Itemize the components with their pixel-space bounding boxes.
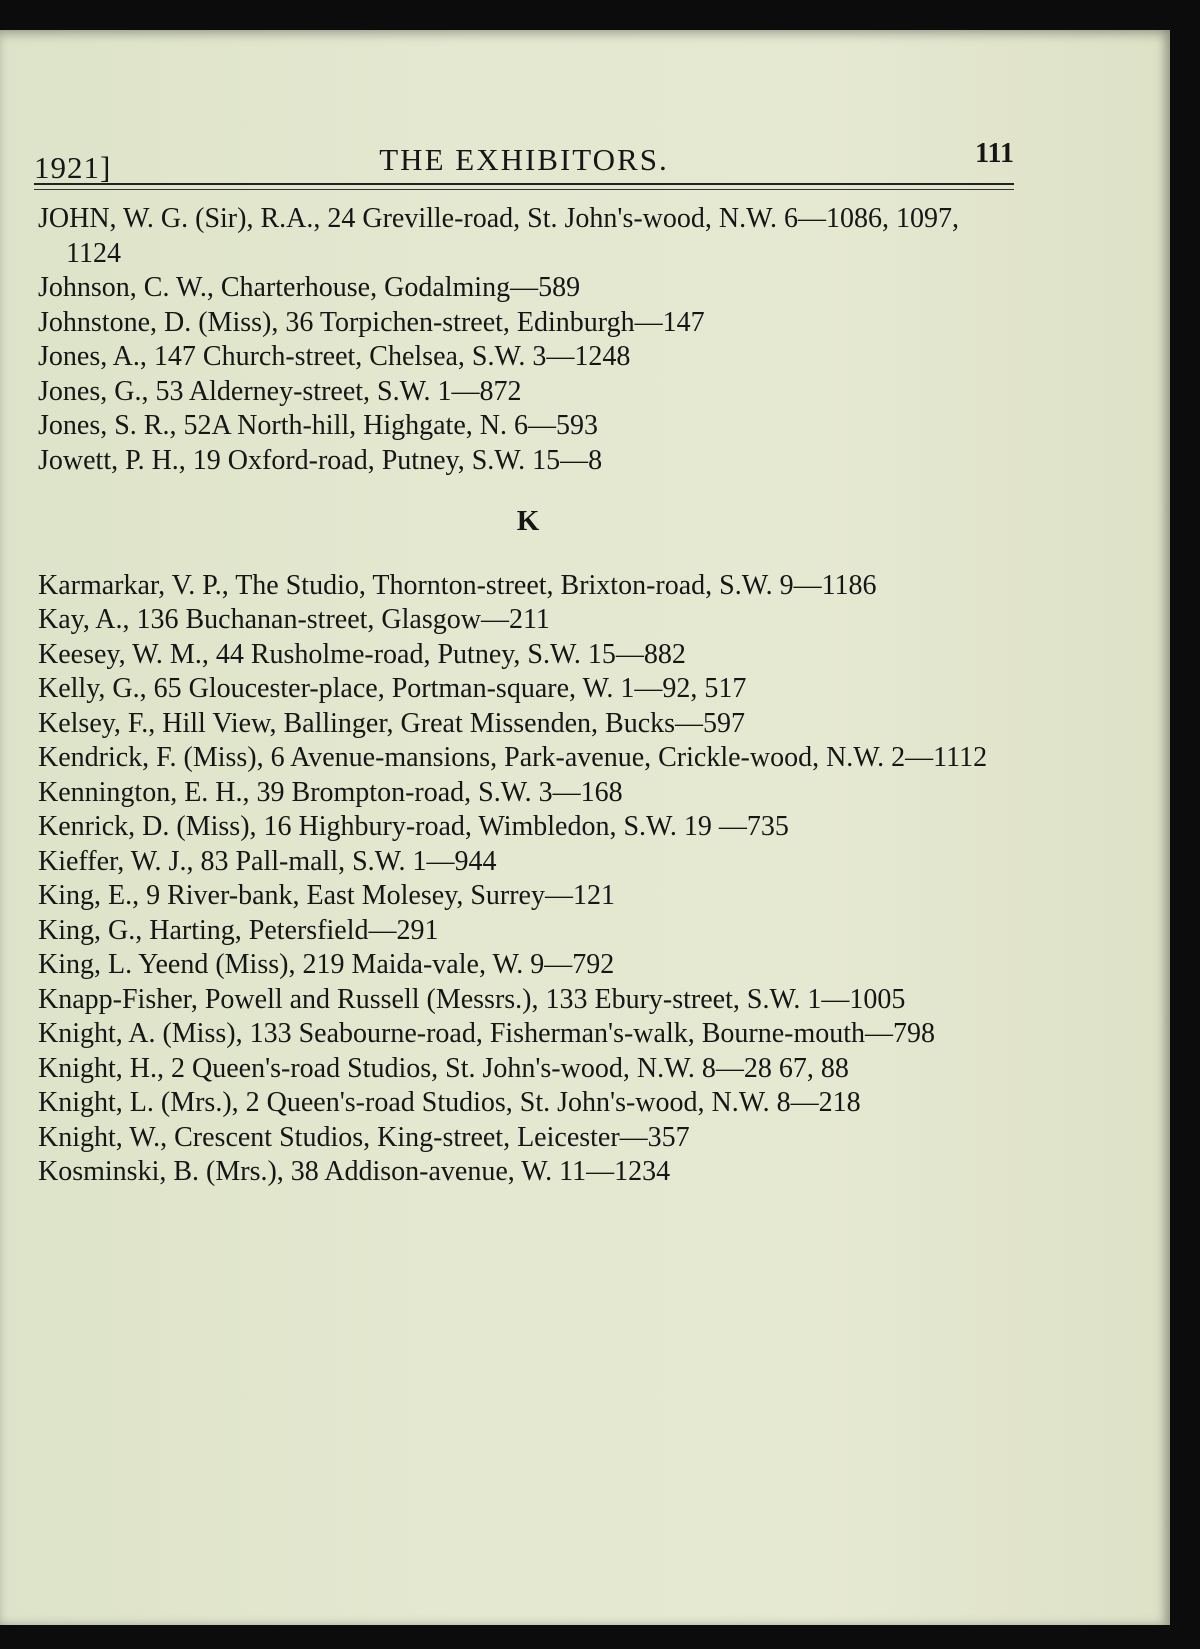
list-item: Kay, A., 136 Buchanan-street, Glasgow—211 (38, 604, 550, 635)
page-number: 111 (975, 138, 1014, 169)
page-header (34, 126, 1014, 190)
list-item: Karmarkar, V. P., The Studio, Thornton-street, Brixton-road, S.W. 9—1186 (38, 569, 877, 601)
header-year: 1921] (34, 150, 112, 185)
list-item: Knight, L. (Mrs.), 2 Queen's-road Studios, St. John's-wood, N.W. 8—218 (38, 1087, 861, 1118)
header-rule-thin (34, 189, 1014, 190)
page-title: THE EXHIBITORS. (379, 142, 669, 177)
list-item: Johnson, C. W., Charterhouse, Godalming—589 (38, 272, 581, 303)
entries-j (38, 202, 1018, 1190)
section-heading-k: K (516, 505, 540, 537)
list-item: Knight, A. (Miss), 133 Seabourne-road, Fisherman's-walk, Bourne-mouth—798 (38, 1018, 936, 1049)
list-item: Kelsey, F., Hill View, Ballinger, Great Missenden, Bucks—597 (38, 707, 746, 739)
list-item: Kenrick, D. (Miss), 16 Highbury-road, Wimbledon, S.W. 19 —735 (38, 811, 789, 842)
list-item: Knight, W., Crescent Studios, King-street, Leicester—357 (38, 1121, 690, 1153)
list-item: Kendrick, F. (Miss), 6 Avenue-mansions, Park-avenue, Crickle-wood, N.W. 2—1112 (38, 742, 988, 773)
list-item: Kennington, E. H., 39 Brompton-road, S.W. 3—168 (38, 776, 623, 808)
book-page (0, 30, 1170, 1625)
list-item: Knapp-Fisher, Powell and Russell (Messrs.), 133 Ebury-street, S.W. 1—1005 (38, 983, 906, 1015)
list-item: Jowett, P. H., 19 Oxford-road, Putney, S.W. 15—8 (38, 444, 603, 476)
list-item: Keesey, W. M., 44 Rusholme-road, Putney, S.W. 15—882 (38, 638, 686, 670)
list-item: Kieffer, W. J., 83 Pall-mall, S.W. 1—944 (38, 845, 497, 877)
header-rule (34, 183, 1014, 185)
list-item: Jones, A., 147 Church-street, Chelsea, S.W. 3—1248 (38, 341, 631, 372)
list-item: King, E., 9 River-bank, East Molesey, Surrey—121 (38, 880, 615, 911)
list-item: Kelly, G., 65 Gloucester-place, Portman-square, W. 1—92, 517 (38, 673, 747, 704)
list-item: Johnstone, D. (Miss), 36 Torpichen-street, Edinburgh—147 (38, 306, 705, 338)
list-item: King, G., Harting, Petersfield—291 (38, 914, 439, 946)
list-item: Kosminski, B. (Mrs.), 38 Addison-avenue, W. 11—1234 (38, 1156, 671, 1187)
list-item: Jones, G., 53 Alderney-street, S.W. 1—872 (38, 375, 522, 407)
list-item: Knight, H., 2 Queen's-road Studios, St. John's-wood, N.W. 8—28 67, 88 (38, 1052, 849, 1084)
list-item: Jones, S. R., 52A North-hill, Highgate, N. 6—593 (38, 410, 598, 441)
list-item: King, L. Yeend (Miss), 219 Maida-vale, W. 9—792 (38, 949, 615, 980)
list-item: JOHN, W. G. (Sir), R.A., 24 Greville-road, St. John's-wood, N.W. 6—1086, 1097, 1124 (38, 203, 959, 269)
